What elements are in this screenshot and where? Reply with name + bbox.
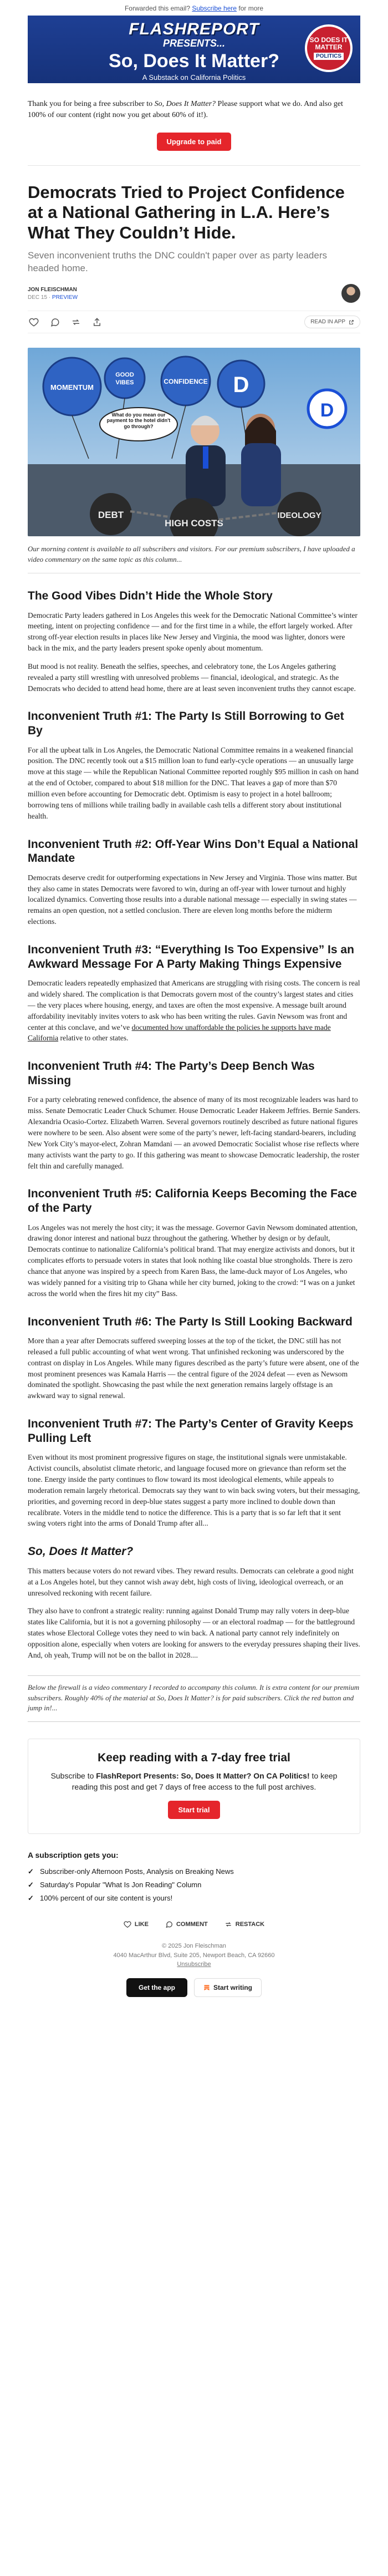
author-name[interactable]: JON FLEISCHMAN — [28, 286, 77, 293]
section-heading: Inconvenient Truth #3: “Everything Is Too Expensive” Is an Awkward Message For A Party Making Things Expensive — [28, 943, 354, 971]
paragraph: Democratic leaders repeatedly emphasized that Americans are struggling with rising costs. The concern is real and widely shared. The complication is that Democrats govern most of the country’s largest states and cities — the very places where housing, energy, and taxes are often the most expensive. A message built around affordability inevitably invites voters to ask who has been writing the rules. Gavin Newsom was front and center at this conclave, and we’ve documented how unaffordable the policies he supports have made California relative to other states. — [28, 979, 360, 1043]
unsubscribe-link[interactable]: Unsubscribe — [177, 1961, 211, 1968]
section-heading: So, Does It Matter? — [28, 1545, 134, 1558]
avatar[interactable] — [341, 284, 360, 303]
banner-presents: PRESENTS... — [162, 38, 226, 49]
social-actions — [28, 1920, 360, 1928]
heart-icon — [124, 1920, 131, 1928]
restack-icon[interactable] — [70, 316, 82, 328]
like-button[interactable]: LIKE — [124, 1920, 149, 1928]
post-title[interactable]: Democrats Tried to Project Confidence at a National Gathering in L.A. Here’s What They Couldn’t Hide. — [28, 182, 345, 242]
comment-icon[interactable] — [49, 316, 61, 328]
ball-ideology — [277, 492, 321, 536]
banner-title: So, Does It Matter? — [109, 50, 279, 72]
paragraph: Even without its most prominent progressive figures on stage, the institutional signals were unmistakable. Activist councils, absolutist climate rhetoric, and language focused more on grievance than reform set the tone. Energy inside the party continues to flow toward its most ideological elements, while appeals to moderation remain largely rhetorical. Democrats say they want to win back swing voters, but their messaging, priorities, and governing record in deep-blue states suggest a party more inclined to double down than recalibrate. Voters in the middle tend to notice the difference. This is a party that is so far left that it sent swing voters right into the arms of Donald Trump after all... — [28, 1453, 360, 1528]
start-writing-button[interactable]: Start writing — [194, 1978, 262, 1997]
address: 4040 MacArthur Blvd, Suite 205, Newport Beach, CA 92660 — [113, 1952, 275, 1959]
svg-text:D: D — [233, 373, 249, 398]
svg-text:VIBES: VIBES — [115, 379, 134, 387]
comment-button[interactable]: COMMENT — [165, 1920, 208, 1928]
benefits-heading: A subscription gets you: — [28, 1850, 119, 1859]
svg-text:D: D — [320, 400, 334, 421]
check-icon: ✓ — [28, 1894, 34, 1903]
get-app-button[interactable]: Get the app — [126, 1978, 187, 1997]
main-content — [28, 83, 360, 2014]
check-icon: ✓ — [28, 1867, 34, 1876]
section-heading: Inconvenient Truth #6: The Party Is Still Looking Backward — [28, 1315, 353, 1328]
ball-debt — [90, 493, 132, 535]
preview-tag: PREVIEW — [52, 294, 78, 301]
section-heading: Inconvenient Truth #5: California Keeps Becoming the Face of the Party — [28, 1187, 357, 1215]
heart-icon[interactable] — [28, 316, 40, 328]
paragraph: For a party celebrating renewed confidence, the absence of many of its most recognizable leaders was hard to miss. Senate Democratic Leader Chuck Schumer. House Democratic Leader Hakeem Jeffries. Bernie Sanders. Alexandria Ocasio-Cortez. Elizabeth Warren. Several governors routinely described as future national figures were nowhere to be seen. Also absent were some of the party’s newer, left-facing standard-bearers, including New York City’s mayor-elect, Zohran Mamdani — an avowed Democratic Socialist whose rise reflects where many activists want the party to go. If this gathering was meant to showcase Democratic leadership, the roster felt thin and carefully managed. — [28, 1095, 360, 1170]
paragraph: This matters because voters do not reward vibes. They reward results. Democrats can celebrate a good night at a Los Angeles hotel, but they cannot wish away debt, high costs of living, ideological overreach, or an unresolved reckoning with recent failure. — [28, 1566, 354, 1597]
share-icon[interactable] — [91, 316, 103, 328]
speech-bubble: What do you mean our payment to the hotel didn't go through? — [100, 408, 177, 441]
seal-logo: SO DOES IT MATTER POLITICS — [305, 24, 353, 72]
trial-box — [28, 1739, 360, 1834]
hero-image[interactable] — [28, 348, 360, 536]
section-heading: The Good Vibes Didn’t Hide the Whole Story — [28, 589, 273, 602]
external-link-icon — [349, 319, 354, 325]
comment-icon — [165, 1920, 173, 1928]
start-trial-button[interactable]: Start trial — [168, 1801, 219, 1819]
paywall-note: Below the firewall is a video commentary I recorded to accompany this column. It is extra content for our premium subscribers. Roughly 40% of the material at So, Does It Matter? is for paid subscribers. Click the red button and jump in!... — [28, 1683, 360, 1713]
check-icon: ✓ — [28, 1880, 34, 1889]
section-heading: Inconvenient Truth #1: The Party Is Still Borrowing to Get By — [28, 710, 344, 738]
paragraph: Democrats deserve credit for outperforming expectations in New Jersey and Virginia. Those wins matter. But they also came in states Democrats were favored to win, during an off-year with lower turnout and highly localized dynamics. Converting those results into a durable national message — especially in swing states — remains an open question, not a settled conclusion. There are eleven long months before the midterm elections. — [28, 873, 358, 926]
publication-banner[interactable] — [28, 16, 360, 83]
byline — [28, 284, 360, 303]
divider — [28, 165, 360, 166]
list-item: ✓ Saturday's Popular "What Is Jon Reading" Column — [28, 1878, 360, 1892]
paragraph: Democratic Party leaders gathered in Los Angeles this week for the Democratic National Committee’s winter meeting, intent on projecting confidence — and for the first time in a while, the effort largely worked. After strong off-year election results in places like New Jersey and Virginia, the mood was lighter, donors were back in the mix, and the party leaders present spoke openly about momentum. — [28, 611, 358, 653]
paragraph: For all the upbeat talk in Los Angeles, the Democratic National Committee remains in a weakened financial position. The DNC recently took out a $15 million loan to fund early-cycle operations — an unusually large move at this stage — while the Republican National Committee reported roughly $95 million in cash on hand at the end of October, compared to about $18 million for the DNC. That leaves a gap of more than $70 million even before accounting for Democratic debt. Optimism is easy to project in a hotel ballroom; borrowing tens of millions while trailing badly in available cash tells a different story about institutional health. — [28, 745, 359, 820]
post-date-text: DEC 15 — [28, 294, 48, 301]
paragraph: But mood is not reality. Beneath the selfies, speeches, and celebratory tone, the Los Angeles gathering revealed a party still wrestling with unresolved problems — financial, ideological, and strategic. As the Democrats who decided to attend head home, there are at least seven inconvenient truths they cannot escape. — [28, 662, 356, 693]
section-heading: Inconvenient Truth #2: Off-Year Wins Don’t Equal a National Mandate — [28, 837, 359, 865]
paragraph: Los Angeles was not merely the host city; it was the message. Governor Gavin Newsom dominated attention, drawing donor interest and national buzz throughout the gathering. Whether by design or by default, Democrats continue to nationalize California’s political brand. That may energize activists and donors, but it complicates efforts to persuade voters in states that look nothing like coastal blue strongholds. There is zero chance that anyone was inspired by a speech from Karen Bass, the lame-duck mayor of Los Angeles, who was widely panned for a visiting trip to Ghana while her city burned, joking to the crowd: “I was on a junket across the world when the fires hit my city” Bass. — [28, 1223, 358, 1298]
svg-text:MOMENTUM: MOMENTUM — [50, 383, 94, 392]
copyright: © 2025 Jon Fleischman — [162, 1943, 226, 1950]
dnc-sign — [308, 390, 346, 428]
divider — [28, 1721, 360, 1722]
divider — [28, 1675, 360, 1676]
trial-heading: Keep reading with a 7-day free trial — [98, 1751, 290, 1765]
paragraph: More than a year after Democrats suffered sweeping losses at the top of the ticket, the DNC still has not released a full public accounting of what went wrong. That unfinished reckoning was underscored by the contrast on display in Los Angeles. While many figures described as the party’s future were absent, one of the most prominent presences was Kamala Harris — the central figure of the 2024 defeat — even as Newsom dominated the spotlight. Showcasing the past while the next generation remains largely offstage is an awkward way to signal renewal. — [28, 1337, 359, 1400]
section-heading: Inconvenient Truth #7: The Party’s Center of Gravity Keeps Pulling Left — [28, 1417, 354, 1445]
banner-brand: FLASHREPORT — [129, 20, 259, 38]
read-in-app-button[interactable]: READ IN APP — [304, 316, 360, 328]
restack-icon — [224, 1920, 232, 1928]
documented-link[interactable]: documented how unaffordable the policies he supports have made California — [28, 1023, 331, 1043]
benefits-list — [28, 1851, 360, 1906]
article-body — [28, 589, 360, 1661]
svg-text:DEBT: DEBT — [98, 510, 124, 521]
svg-text:GOOD: GOOD — [115, 372, 134, 379]
svg-text:CONFIDENCE: CONFIDENCE — [164, 378, 208, 386]
forward-notice: Forwarded this email? Subscribe here for more — [124, 4, 264, 12]
list-item: ✓ 100% percent of our site content is yours! — [28, 1892, 360, 1905]
image-caption: Our morning content is available to all subscribers and visitors. For our premium subscribers, I have uploaded a video commentary on the same topic as this column... — [28, 545, 355, 564]
banner-tagline: A Substack on California Politics — [142, 73, 246, 82]
app-buttons — [28, 1978, 360, 2014]
post-actions — [28, 311, 360, 333]
svg-text:IDEOLOGY: IDEOLOGY — [277, 511, 321, 521]
substack-logo-icon — [203, 1984, 210, 1991]
list-item: ✓ Subscriber-only Afternoon Posts, Analysis on Breaking News — [28, 1865, 360, 1878]
subscribe-link[interactable]: Subscribe here — [192, 4, 237, 12]
intro-text: Thank you for being a free subscriber to So, Does It Matter? Please support what we do. And also get 100% of our content (right now you get about 60% of it!). — [28, 100, 343, 120]
trial-text: Subscribe to FlashReport Presents: So, Does It Matter? On CA Politics! to keep reading this post and get 7 days of free access to the full post archives. — [50, 1771, 338, 1792]
section-heading: Inconvenient Truth #4: The Party’s Deep Bench Was Missing — [28, 1060, 315, 1087]
post-subtitle: Seven inconvenient truths the DNC couldn't paper over as party leaders headed home. — [28, 250, 327, 274]
paragraph: They also have to confront a strategic reality: running against Donald Trump may rally voters in deep-blue states like California, but it is not a governing philosophy — or an electoral roadmap — for the battleground states whose Electoral College votes they need to win back. A national party cannot rely indefinitely on opposition alone, especially when voters are looking for answers to the everyday pressures shaping their lives. And, oh yeah, Trump will not be on the ballot in 2028.... — [28, 1607, 360, 1659]
restack-button[interactable]: RESTACK — [224, 1920, 264, 1928]
footer — [28, 1942, 360, 1969]
svg-text:HIGH COSTS: HIGH COSTS — [165, 518, 223, 529]
upgrade-button[interactable]: Upgrade to paid — [157, 133, 232, 151]
post-date: DEC 15 · PREVIEW — [28, 294, 78, 301]
